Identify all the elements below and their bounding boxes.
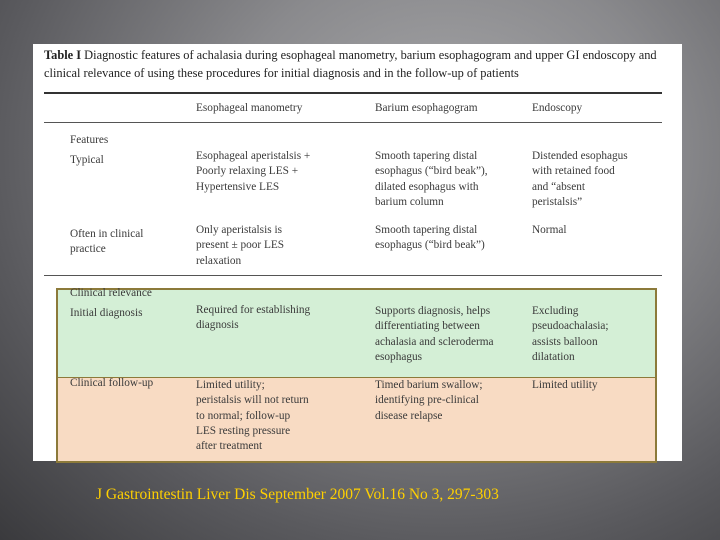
- caption-label: Table I: [44, 48, 82, 62]
- initial-label: Initial diagnosis: [70, 307, 143, 319]
- features-section-label: Features: [70, 134, 109, 146]
- initial-endoscopy: Excluding pseudoachalasia; assists balloon dilatation: [532, 305, 609, 363]
- often-manometry: Only aperistalsis is present ± poor LES relaxation: [196, 224, 285, 267]
- header-endoscopy: Endoscopy: [532, 102, 583, 114]
- header-manometry: Esophageal manometry: [196, 102, 303, 114]
- typical-endoscopy: Distended esophagus with retained food and “absent peristalsis”: [532, 150, 628, 208]
- typical-barium: Smooth tapering distal esophagus (“bird beak”), dilated esophagus with barium column: [375, 150, 488, 208]
- followup-endoscopy: Limited utility: [532, 379, 598, 391]
- table-caption: [44, 46, 676, 82]
- typical-manometry: Esophageal aperistalsis + Poorly relaxing LES + Hypertensive LES: [196, 150, 311, 193]
- table-top-rule: [44, 92, 662, 94]
- often-label: Often in clinical practice: [70, 228, 144, 256]
- often-barium: Smooth tapering distal esophagus (“bird beak”): [375, 224, 485, 252]
- followup-barium: Timed barium swallow; identifying pre-clinical disease relapse: [375, 379, 483, 422]
- relevance-section-label: Clinical relevance: [70, 287, 152, 299]
- header-rule: [44, 122, 662, 123]
- citation-text: J Gastrointestin Liver Dis September 2007 Vol.16 No 3, 297-303: [96, 486, 499, 503]
- header-barium: Barium esophagogram: [375, 102, 478, 114]
- slide-content-panel: [33, 44, 682, 461]
- followup-label: Clinical follow-up: [70, 377, 154, 389]
- often-endoscopy: Normal: [532, 224, 567, 236]
- initial-barium: Supports diagnosis, helps differentiating between achalasia and scleroderma esophagus: [375, 305, 494, 363]
- followup-manometry: Limited utility; peristalsis will not return to normal; follow-up LES resting pressure after treatment: [196, 379, 309, 453]
- caption-text: Diagnostic features of achalasia during esophageal manometry, barium esophagogram and upper GI endoscopy and clinical relevance of using these procedures for initial diagnosis and in the follow-up of patients: [44, 48, 657, 80]
- features-bottom-rule: [44, 275, 662, 276]
- typical-label: Typical: [70, 154, 104, 166]
- initial-manometry: Required for establishing diagnosis: [196, 304, 311, 332]
